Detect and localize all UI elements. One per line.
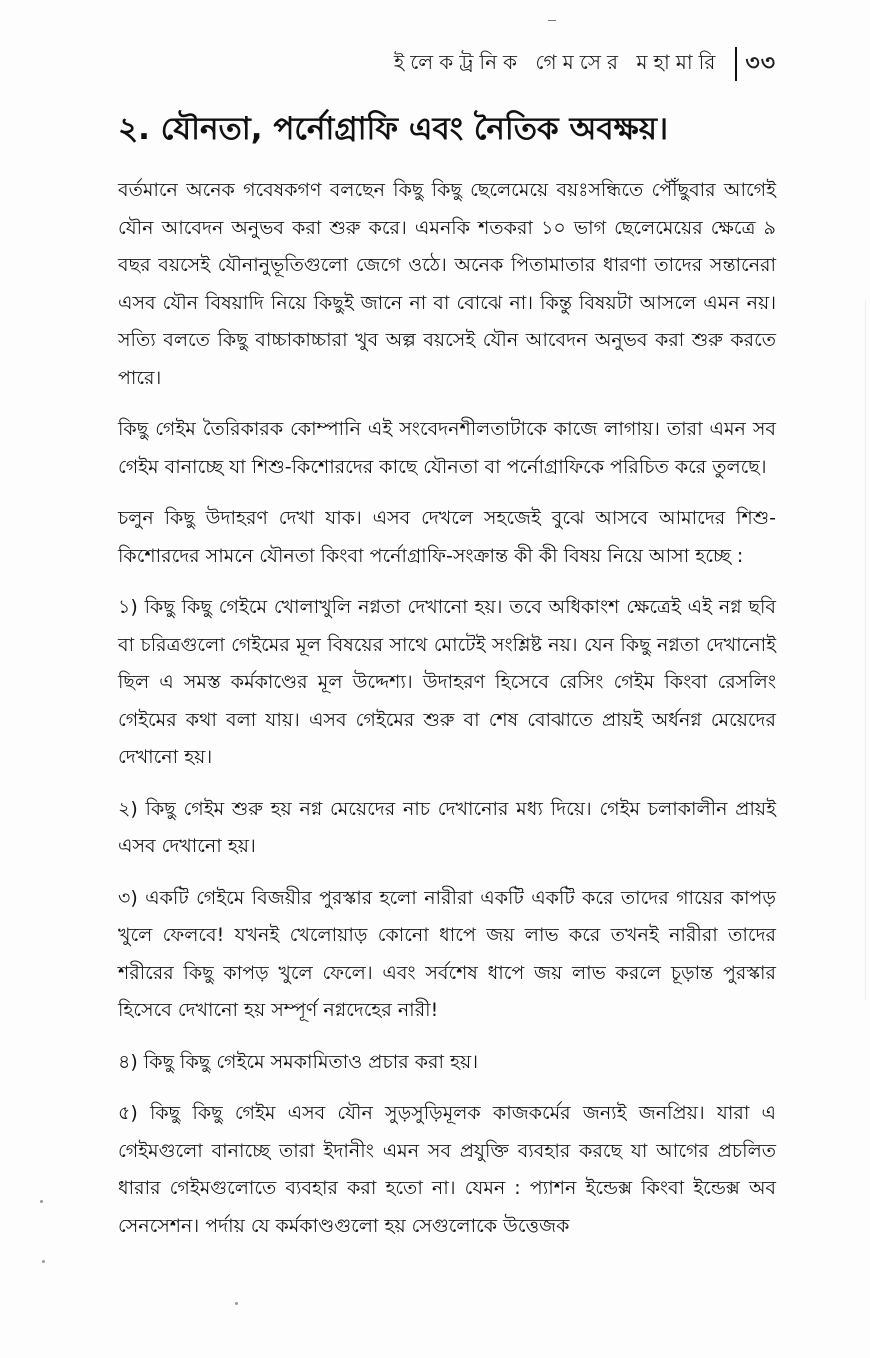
section-heading: ২. যৌনতা, পর্নোগ্রাফি এবং নৈতিক অবক্ষয়।	[118, 111, 669, 147]
paragraph-companies: কিছু গেইম তৈরিকারক কোম্পানি এই সংবেদনশীলতাটাকে কাজে লাগায়। তারা এমন সব গেইম বানাচ্ছে যা শিশু-কিশোরদের কাছে যৌনতা বা পর্নোগ্রাফিকে পরিচিত করে তুলছে।	[118, 418, 776, 478]
list-item-4: ৪) কিছু কিছু গেইমে সমকামিতাও প্রচার করা হয়।	[118, 1050, 478, 1073]
list-item-2: ২) কিছু গেইম শুরু হয় নগ্ন মেয়েদের নাচ দেখানোর মধ্য দিয়ে। গেইম চলাকালীন প্রায়ই এসব দেখানো হয়।	[118, 797, 776, 857]
list-item-3: ৩) একটি গেইমে বিজয়ীর পুরস্কার হলো নারীরা একটি একটি করে তাদের গায়ের কাপড় খুলে ফেলবে! যখনই খেলোয়াড় কোনো ধাপে জয় লাভ করে তখনই নারীরা তাদের শরীরের কিছু কাপড় খুলে ফেলে। এবং সর্বশেষ ধাপে জয় লাভ করলে চূড়ান্ত পুরস্কার হিসেবে দেখানো হয় সম্পূর্ণ নগ্নদেহের নারী!	[118, 886, 776, 1021]
scan-speck	[40, 1200, 43, 1203]
paragraph-intro: বর্তমানে অনেক গবেষকগণ বলছেন কিছু কিছু ছেলেমেয়ে বয়ঃসন্ধিতে পৌঁছুবার আগেই যৌন আবেদন অনুভব করা শুরু করে। এমনকি শতকরা ১০ ভাগ ছেলেমেয়ের ক্ষেত্রে ৯ বছর বয়সেই যৌনানুভূতিগুলো জেগে ওঠে। অনেক পিতামাতার ধারণা তাদের সন্তানেরা এসব যৌন বিষয়াদি নিয়ে কিছুই জানে না বা বোঝে না। কিন্তু বিষয়টা আসলে এমন নয়। সত্যি বলতে কিছু বাচ্চাকাচ্চারা খুব অল্প বয়সেই যৌন আবেদন অনুভব করা শুরু করতে পারে।	[118, 179, 776, 389]
paragraph-examples-intro: চলুন কিছু উদাহরণ দেখা যাক। এসব দেখলে সহজেই বুঝে আসবে আমাদের শিশু-কিশোরদের সামনে যৌনতা কিংবা পর্নোগ্রাফি-সংক্রান্ত কী কী বিষয় নিয়ে আসা হচ্ছে :	[118, 507, 776, 567]
print-mark	[548, 20, 556, 21]
header-divider	[735, 47, 737, 81]
list-item-5: ৫) কিছু কিছু গেইম এসব যৌন সুড়সুড়িমূলক কাজকর্মের জন্যই জনপ্রিয়। যারা এ গেইমগুলো বানাচ্ছে তারা ইদানীং এমন সব প্রযুক্তি ব্যবহার করছে যা আগের প্রচলিত ধারার গেইমগুলোতে ব্যবহার করা হতো না। যেমন : প্যাশন ইন্ডেক্স কিংবা ইন্ডেক্স অব সেনসেশন। পর্দায় যে কর্মকাণ্ডগুলো হয় সেগুলোকে উত্তেজক	[118, 1102, 776, 1237]
running-header-title: ইলেকট্রনিক গেমসের মহামারি	[393, 49, 722, 74]
list-item-1: ১) কিছু কিছু গেইমে খোলাখুলি নগ্নতা দেখানো হয়। তবে অধিকাংশ ক্ষেত্রেই এই নগ্ন ছবি বা চরিত্রগুলো গেইমের মূল বিষয়ের সাথে মোটেই সংশ্লিষ্ট নয়। যেন কিছু নগ্নতা দেখানোই ছিল এ সমস্ত কর্মকাণ্ডের মূল উদ্দেশ্য। উদাহরণ হিসেবে রেসিং গেইম কিংবা রেসলিং গেইমের কথা বলা যায়। এসব গেইমের শুরু বা শেষ বোঝাতে প্রায়ই অর্ধনগ্ন মেয়েদের দেখানো হয়।	[118, 596, 776, 768]
scan-speck	[235, 1302, 238, 1305]
scan-edge	[865, 300, 866, 1000]
running-header	[336, 44, 776, 84]
page-number: ৩৩	[745, 50, 776, 76]
body-text	[118, 172, 776, 1245]
scan-speck	[42, 1260, 45, 1263]
